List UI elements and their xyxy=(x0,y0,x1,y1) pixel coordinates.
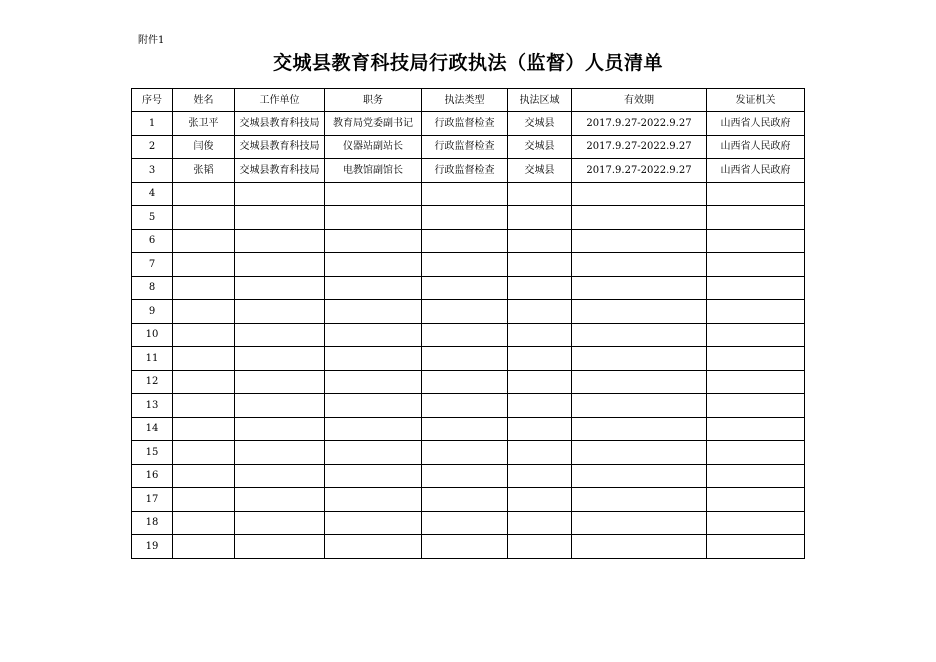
cell-no: 8 xyxy=(132,276,173,300)
table-row xyxy=(132,347,805,371)
cell-type xyxy=(422,488,508,512)
cell-unit xyxy=(235,441,325,465)
cell-name: 张卫平 xyxy=(173,112,235,136)
cell-position xyxy=(325,347,422,371)
column-header-no: 序号 xyxy=(132,89,173,112)
cell-issuer xyxy=(707,276,805,300)
cell-type xyxy=(422,441,508,465)
cell-position xyxy=(325,323,422,347)
cell-position xyxy=(325,276,422,300)
cell-type xyxy=(422,300,508,324)
table-row xyxy=(132,229,805,253)
table-row xyxy=(132,182,805,206)
cell-area xyxy=(508,206,572,230)
cell-area: 交城县 xyxy=(508,112,572,136)
cell-name xyxy=(173,253,235,277)
cell-unit xyxy=(235,206,325,230)
cell-type xyxy=(422,206,508,230)
cell-unit xyxy=(235,535,325,559)
cell-type: 行政监督检查 xyxy=(422,135,508,159)
column-header-issuer: 发证机关 xyxy=(707,89,805,112)
cell-unit xyxy=(235,182,325,206)
cell-position xyxy=(325,370,422,394)
cell-type xyxy=(422,276,508,300)
attachment-label: 附件1 xyxy=(138,35,165,46)
cell-no: 1 xyxy=(132,112,173,136)
table-row xyxy=(132,323,805,347)
cell-validity: 2017.9.27-2022.9.27 xyxy=(572,135,707,159)
cell-type: 行政监督检查 xyxy=(422,159,508,183)
cell-unit xyxy=(235,300,325,324)
column-header-unit: 工作单位 xyxy=(235,89,325,112)
cell-area xyxy=(508,394,572,418)
cell-position: 仪器站副站长 xyxy=(325,135,422,159)
cell-unit: 交城县教育科技局 xyxy=(235,159,325,183)
cell-unit xyxy=(235,488,325,512)
column-header-area: 执法区域 xyxy=(508,89,572,112)
table-row xyxy=(132,276,805,300)
cell-no: 17 xyxy=(132,488,173,512)
cell-position: 电教馆副馆长 xyxy=(325,159,422,183)
cell-area xyxy=(508,347,572,371)
cell-name xyxy=(173,206,235,230)
cell-type xyxy=(422,347,508,371)
table-row xyxy=(132,370,805,394)
cell-type xyxy=(422,394,508,418)
cell-validity xyxy=(572,464,707,488)
cell-no: 16 xyxy=(132,464,173,488)
cell-position xyxy=(325,253,422,277)
cell-issuer xyxy=(707,229,805,253)
cell-unit xyxy=(235,370,325,394)
cell-no: 3 xyxy=(132,159,173,183)
cell-issuer xyxy=(707,511,805,535)
cell-issuer xyxy=(707,206,805,230)
cell-type: 行政监督检查 xyxy=(422,112,508,136)
cell-no: 14 xyxy=(132,417,173,441)
cell-area xyxy=(508,229,572,253)
cell-no: 11 xyxy=(132,347,173,371)
column-header-validity: 有效期 xyxy=(572,89,707,112)
table-row xyxy=(132,488,805,512)
cell-issuer: 山西省人民政府 xyxy=(707,135,805,159)
column-header-type: 执法类型 xyxy=(422,89,508,112)
cell-no: 4 xyxy=(132,182,173,206)
cell-no: 13 xyxy=(132,394,173,418)
table-row xyxy=(132,464,805,488)
cell-validity xyxy=(572,347,707,371)
cell-name xyxy=(173,229,235,253)
cell-position xyxy=(325,182,422,206)
cell-validity: 2017.9.27-2022.9.27 xyxy=(572,159,707,183)
cell-no: 12 xyxy=(132,370,173,394)
cell-type xyxy=(422,535,508,559)
table-row xyxy=(132,394,805,418)
cell-validity xyxy=(572,300,707,324)
cell-area xyxy=(508,182,572,206)
cell-area xyxy=(508,323,572,347)
cell-name xyxy=(173,488,235,512)
cell-issuer xyxy=(707,182,805,206)
cell-area xyxy=(508,417,572,441)
cell-unit: 交城县教育科技局 xyxy=(235,135,325,159)
cell-unit xyxy=(235,511,325,535)
cell-position: 教育局党委副书记 xyxy=(325,112,422,136)
cell-issuer xyxy=(707,417,805,441)
cell-no: 9 xyxy=(132,300,173,324)
cell-area xyxy=(508,535,572,559)
cell-issuer xyxy=(707,535,805,559)
cell-type xyxy=(422,511,508,535)
cell-issuer xyxy=(707,394,805,418)
cell-position xyxy=(325,464,422,488)
cell-issuer: 山西省人民政府 xyxy=(707,112,805,136)
cell-name xyxy=(173,464,235,488)
cell-area xyxy=(508,300,572,324)
cell-unit xyxy=(235,276,325,300)
cell-type xyxy=(422,417,508,441)
cell-unit xyxy=(235,417,325,441)
cell-issuer xyxy=(707,347,805,371)
cell-issuer xyxy=(707,370,805,394)
cell-validity xyxy=(572,535,707,559)
cell-unit xyxy=(235,229,325,253)
cell-area xyxy=(508,464,572,488)
cell-name xyxy=(173,370,235,394)
cell-name xyxy=(173,347,235,371)
column-header-name: 姓名 xyxy=(173,89,235,112)
cell-name: 张韬 xyxy=(173,159,235,183)
table-row xyxy=(132,511,805,535)
cell-name xyxy=(173,276,235,300)
cell-unit xyxy=(235,323,325,347)
page-title: 交城县教育科技局行政执法（监督）人员清单 xyxy=(272,52,663,74)
cell-area xyxy=(508,511,572,535)
cell-validity xyxy=(572,276,707,300)
cell-validity xyxy=(572,441,707,465)
cell-issuer xyxy=(707,464,805,488)
table-row xyxy=(132,135,805,159)
cell-unit xyxy=(235,347,325,371)
cell-type xyxy=(422,464,508,488)
cell-validity xyxy=(572,182,707,206)
cell-position xyxy=(325,511,422,535)
cell-validity: 2017.9.27-2022.9.27 xyxy=(572,112,707,136)
cell-area xyxy=(508,370,572,394)
cell-issuer xyxy=(707,253,805,277)
cell-no: 5 xyxy=(132,206,173,230)
cell-position xyxy=(325,229,422,253)
cell-position xyxy=(325,394,422,418)
cell-position xyxy=(325,417,422,441)
cell-name: 闫俊 xyxy=(173,135,235,159)
cell-name xyxy=(173,535,235,559)
cell-position xyxy=(325,535,422,559)
cell-type xyxy=(422,229,508,253)
cell-validity xyxy=(572,417,707,441)
cell-unit: 交城县教育科技局 xyxy=(235,112,325,136)
cell-unit xyxy=(235,253,325,277)
cell-validity xyxy=(572,394,707,418)
cell-validity xyxy=(572,253,707,277)
cell-no: 18 xyxy=(132,511,173,535)
cell-no: 10 xyxy=(132,323,173,347)
cell-no: 15 xyxy=(132,441,173,465)
cell-area xyxy=(508,253,572,277)
cell-area xyxy=(508,488,572,512)
cell-area xyxy=(508,276,572,300)
cell-name xyxy=(173,323,235,347)
cell-issuer xyxy=(707,488,805,512)
personnel-table xyxy=(131,88,805,559)
cell-position xyxy=(325,488,422,512)
table-row xyxy=(132,300,805,324)
cell-type xyxy=(422,253,508,277)
cell-position xyxy=(325,300,422,324)
cell-name xyxy=(173,182,235,206)
cell-position xyxy=(325,441,422,465)
cell-validity xyxy=(572,511,707,535)
cell-area: 交城县 xyxy=(508,159,572,183)
cell-validity xyxy=(572,229,707,253)
table-row xyxy=(132,417,805,441)
table-row xyxy=(132,535,805,559)
cell-position xyxy=(325,206,422,230)
cell-name xyxy=(173,417,235,441)
cell-validity xyxy=(572,206,707,230)
cell-name xyxy=(173,394,235,418)
cell-validity xyxy=(572,488,707,512)
cell-name xyxy=(173,441,235,465)
table-row xyxy=(132,253,805,277)
cell-validity xyxy=(572,323,707,347)
cell-area: 交城县 xyxy=(508,135,572,159)
cell-type xyxy=(422,370,508,394)
cell-no: 2 xyxy=(132,135,173,159)
cell-issuer xyxy=(707,323,805,347)
cell-type xyxy=(422,182,508,206)
cell-name xyxy=(173,511,235,535)
cell-issuer xyxy=(707,441,805,465)
cell-no: 7 xyxy=(132,253,173,277)
cell-issuer xyxy=(707,300,805,324)
cell-no: 6 xyxy=(132,229,173,253)
cell-no: 19 xyxy=(132,535,173,559)
cell-validity xyxy=(572,370,707,394)
cell-name xyxy=(173,300,235,324)
cell-unit xyxy=(235,464,325,488)
cell-type xyxy=(422,323,508,347)
cell-unit xyxy=(235,394,325,418)
table-body xyxy=(132,112,805,559)
cell-issuer: 山西省人民政府 xyxy=(707,159,805,183)
column-header-position: 职务 xyxy=(325,89,422,112)
table-row xyxy=(132,112,805,136)
table-header-row xyxy=(132,89,805,112)
table-row xyxy=(132,206,805,230)
cell-area xyxy=(508,441,572,465)
table-row xyxy=(132,441,805,465)
table-row xyxy=(132,159,805,183)
